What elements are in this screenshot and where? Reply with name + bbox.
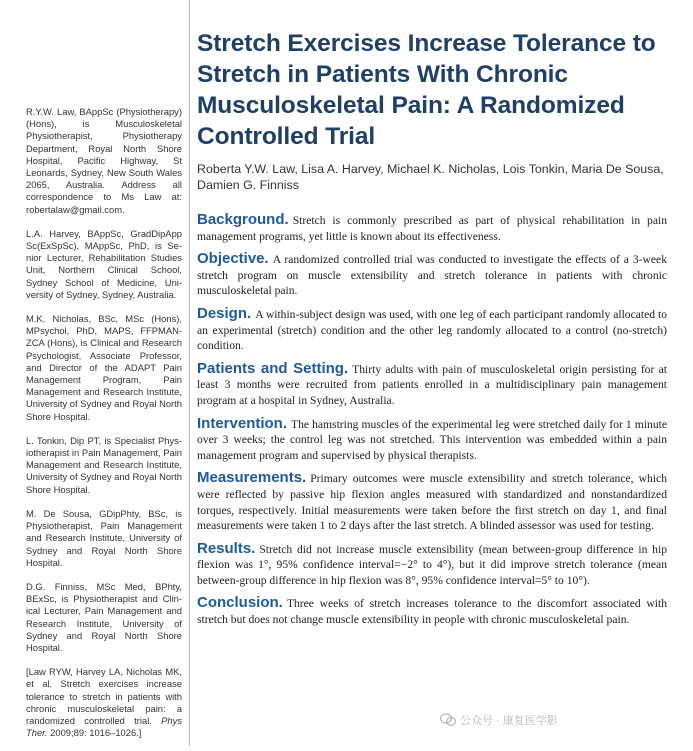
affiliation-finniss: D.G. Finniss, MSc Med, BPhty, BExSc, is Physiotherapist and Clinical Lecturer, Pain Management and Research Institute, University of Sydney and Royal North Shore Hospital.	[26, 580, 182, 653]
author-affiliations-sidebar	[26, 106, 182, 751]
abstract-intervention	[197, 416, 667, 464]
affiliation-tonkin: L. Tonkin, Dip PT, is Specialist Physiotherapist in Pain Management, Pain Management and Research Institute, University of Sydney and Royal North Shore Hospital.	[26, 434, 182, 495]
affiliation-harvey: L.A. Harvey, BAppSc, GradDipApp Sc(ExSpSc), MAppSc, PhD, is Senior Lecturer, Rehabilitation Studies Unit, Northern Clinical School, Sydney School of Medicine, University of Sydney, Sydney, Australia.	[26, 227, 182, 300]
section-heading: Intervention.	[197, 414, 288, 432]
affiliation-de-sousa: M. De Sousa, GDipPhty, BSc, is Physiotherapist, Pain Management and Research Institute, University of Sydney and Royal North Shore Hospital.	[26, 507, 182, 568]
section-text: Three weeks of stretch increases tolerance to the discomfort associated with stretch but does not change muscle extensibility in people with chronic musculoskeletal pain.	[197, 597, 667, 627]
article-main	[197, 28, 667, 635]
abstract-conclusion	[197, 595, 667, 627]
section-text: The hamstring muscles of the experimental leg were stretched daily for 1 minute over 3 weeks; the control leg was not stretched. This intervention was embedded within a pain management program and supervised by physical therapists.	[197, 417, 667, 462]
section-heading: Patients and Setting.	[197, 359, 349, 377]
section-text: Thirty adults with pain of musculoskeletal origin persisting for at least 3 months were recruited from patients enrolled in a multidisciplinary pain management program at a hospital in Sydney, Australia.	[197, 362, 667, 407]
abstract-design	[197, 306, 667, 354]
chat-bubble-icon	[440, 713, 456, 727]
section-heading: Objective.	[197, 250, 269, 268]
citation-journal: Phys Ther.	[26, 714, 183, 739]
section-text: A within-subject design was used, with one leg of each participant randomly allocated to an experimental (stretch) condition and the other leg randomly allocated to a control (no-stretch) condition.	[197, 307, 667, 353]
section-text: Stretch is commonly prescribed as part of physical rehabilitation in pain management programs, yet little is known about its effectiveness.	[197, 214, 667, 243]
section-text: Primary outcomes were muscle extensibility and stretch tolerance, which were reflected by passive hip flexion angles measured with standardized and nonstandardized torques, respectively. Initial measurements were taken before the first stretch on day 1, and final measurements were taken 1 to 2 days after the last stretch. A blinded assessor was used for testing.	[197, 472, 667, 533]
column-divider	[189, 0, 190, 746]
abstract-background	[197, 212, 667, 244]
watermark-text: 公众号 · 康复医学影	[460, 715, 558, 727]
section-text: Stretch did not increase muscle extensibility (mean between-group difference in hip flexion was 1°, 95% confidence interval=−2° to 4°), but it did improve stretch tolerance (mean between-group difference in hip flexion was 8°, 95% confidence interval=5° to 10°).	[197, 542, 667, 587]
abstract-results	[197, 541, 667, 589]
citation-text: [Law RYW, Harvey LA, Nicholas MK, et al. Stretch exercises increase tolerance to stretch in patients with chronic musculoskeletal pain: a randomized controlled trial.	[26, 666, 182, 726]
section-heading: Background.	[197, 211, 289, 228]
section-heading: Results.	[197, 539, 256, 557]
affiliation-law: R.Y.W. Law, BAppSc (Physiotherapy) (Hons), is Musculoskeletal Physiotherapist, Physiotherapy Department, Royal North Shore Hospital, Pacific Highway, St Leonards, Sydney, New South Wales 2065, Australia. Address all correspondence to Ms Law at: robertalaw@gmail.com.	[26, 106, 182, 215]
affiliation-nicholas: M.K. Nicholas, BSc, MSc (Hons), MPsychol, PhD, MAPS, FFPMANZCA (Hons), is Clinical and Research Psychologist, Associate Professor, and Director of the ADAPT Pain Management Program, Pain Management and Research Institute, University of Sydney and Royal North Shore Hospital.	[26, 313, 182, 422]
watermark	[440, 712, 558, 728]
section-heading: Measurements.	[197, 469, 307, 487]
section-text: A randomized controlled trial was conducted to investigate the effects of a 3-week stretch program on muscle extensibility and stretch tolerance in patients with chronic musculoskeletal pain.	[197, 253, 667, 298]
section-heading: Conclusion.	[197, 594, 283, 612]
article-title: Stretch Exercises Increase Tolerance to Stretch in Patients With Chronic Musculoskeletal Pain: A Randomized Controlled Trial	[197, 30, 656, 150]
citation-end: 2009;89: 1016–1026.]	[50, 727, 142, 739]
abstract	[197, 212, 667, 628]
abstract-patients-setting	[197, 361, 667, 409]
article-authors: Roberta Y.W. Law, Lisa A. Harvey, Michael K. Nicholas, Lois Tonkin, Maria De Sousa, Damien G. Finniss	[197, 162, 664, 192]
abstract-measurements	[197, 470, 667, 533]
abstract-objective	[197, 251, 667, 299]
section-heading: Design.	[197, 304, 252, 322]
citation-block	[26, 666, 182, 739]
